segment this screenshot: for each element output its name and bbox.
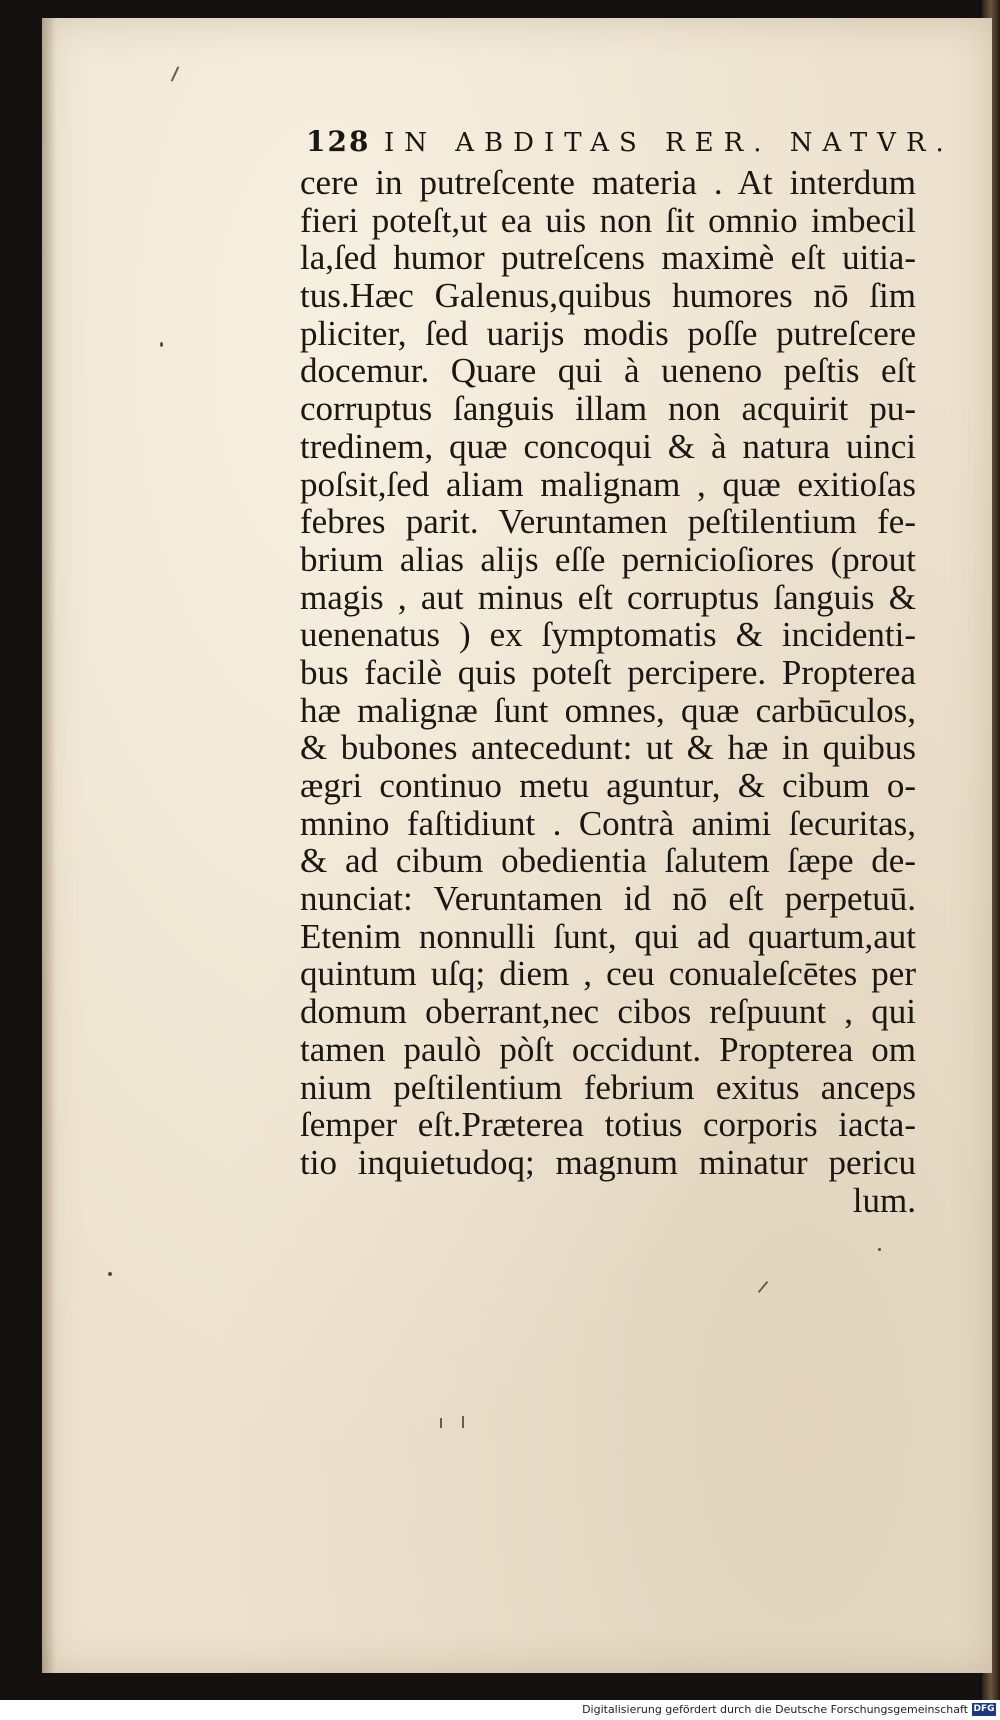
text-line: bus facilè quis poteſt percipere. Propterea xyxy=(300,652,916,692)
text-line: quintum uſq; diem , ceu conualeſcētes per xyxy=(300,954,916,994)
text-line: poſsit,ſed aliam malignam , quæ exitioſas xyxy=(300,464,916,504)
text-line: pliciter, ſed uarijs modis poſſe putreſcere xyxy=(300,313,916,353)
text-line: tamen paulò pòſt occidunt. Propterea om xyxy=(300,1029,916,1069)
text-line: nium peſtilentium febrium exitus anceps xyxy=(300,1067,916,1107)
book-page xyxy=(42,18,992,1673)
text-line: hæ malignæ ſunt omnes, quæ carbūculos, xyxy=(300,690,916,730)
text-line: nunciat: Veruntamen id nō eſt perpetuū. xyxy=(300,879,916,919)
speck xyxy=(108,1272,112,1276)
speck xyxy=(160,342,163,347)
text-line: Etenim nonnulli ſunt, qui ad quartum,aut xyxy=(300,916,916,956)
text-line: febres parit. Veruntamen peſtilentium fe- xyxy=(300,502,916,542)
text-line: cere in putreſcente materia . At interdum xyxy=(300,163,916,202)
dfg-logo: DFG xyxy=(973,1704,995,1714)
text-line: ægri continuo metu aguntur, & cibum o- xyxy=(300,766,916,805)
text-line: la,ſed humor putreſcens maximè eſt uitia- xyxy=(300,238,916,278)
text-line: mnino faſtidiunt . Contrà animi ſecuritas, xyxy=(300,803,916,843)
text-line: tredinem, quæ concoqui & à natura uinci xyxy=(300,426,916,466)
text-line: brium alias alijs eſſe pernicioſiores (prout xyxy=(300,539,916,579)
text-line: ſemper eſt.Præterea totius corporis iacta- xyxy=(300,1105,916,1145)
page-number: 128 xyxy=(306,125,371,158)
text-line: & bubones antecedunt: ut & hæ in quibus xyxy=(300,728,916,768)
text-line: docemur. Quare qui à ueneno peſtis eſt xyxy=(300,351,916,391)
text-line: domum oberrant,nec cibos reſpuunt , qui xyxy=(300,992,916,1032)
footer-credit: Digitalisierung gefördert durch die Deutsche Forschungsgemeinschaft xyxy=(582,1703,968,1716)
page-header xyxy=(306,125,956,158)
ink-mark xyxy=(758,1281,769,1293)
body-text xyxy=(300,164,916,1219)
text-line: magis , aut minus eſt corruptus ſanguis & xyxy=(300,577,916,617)
ink-mark xyxy=(171,66,180,81)
running-title: IN ABDITAS RER. NATVR. xyxy=(384,128,954,158)
gutter-shadow xyxy=(42,18,56,1673)
ink-mark xyxy=(462,1416,464,1428)
text-line: uenenatus ) ex ſymptomatis & incidenti- xyxy=(300,615,916,655)
ink-mark xyxy=(440,1418,442,1428)
text-line: fieri poteſt,ut ea uis non ſit omnio imbecil xyxy=(300,200,916,240)
text-line: tus.Hæc Galenus,quibus humores nō ſim xyxy=(300,276,916,316)
text-line: tio inquietudoq; magnum minatur pericu xyxy=(300,1142,916,1182)
footer-bar xyxy=(0,1700,1000,1720)
speck xyxy=(878,1248,881,1251)
text-line: lum. xyxy=(852,1180,916,1220)
text-line: corruptus ſanguis illam non acquirit pu- xyxy=(300,389,916,429)
text-line: & ad cibum obedientia ſalutem ſæpe de- xyxy=(300,841,916,881)
